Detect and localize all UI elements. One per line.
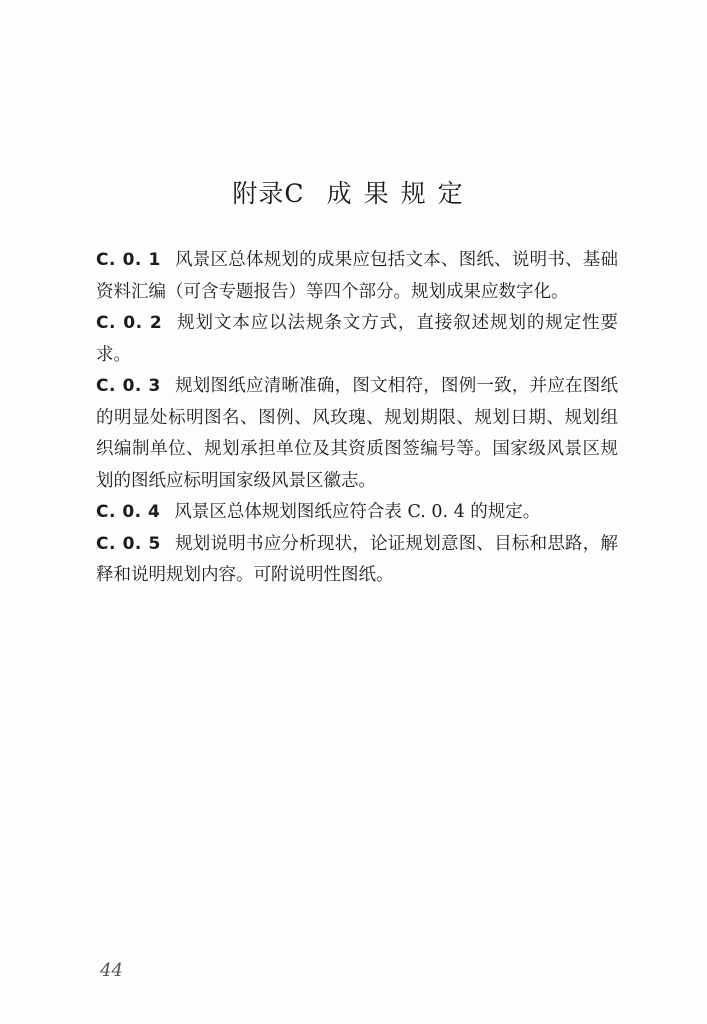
clause-number: C. 0. 4 bbox=[96, 502, 161, 522]
clause-number: C. 0. 5 bbox=[96, 533, 161, 554]
clause-text: 规划说明书应分析现状，论证规划意图、目标和思路，解释和说明规划内容。可附说明性图纸。 bbox=[96, 533, 618, 585]
appendix-label: 附录C bbox=[232, 179, 305, 208]
page-number: 44 bbox=[100, 960, 123, 981]
clause-text: 规划图纸应清晰准确，图文相符，图例一致，并应在图纸的明显处标明图名、图例、风玫瑰、规划期限、规划日期、规划组织编制单位、规划承担单位及其资质图签编号等。国家级风景区规划的图纸应标明国家级风景区徽志。 bbox=[96, 376, 618, 491]
clause-c-0-4 bbox=[96, 497, 618, 529]
clause-c-0-3 bbox=[96, 371, 618, 497]
clause-list bbox=[96, 245, 618, 592]
clause-number: C. 0. 1 bbox=[96, 250, 161, 270]
clause-text: 风景区总体规划的成果应包括文本、图纸、说明书、基础资料汇编（可含专题报告）等四个部分。规划成果应数字化。 bbox=[96, 250, 618, 302]
clause-number: C. 0. 2 bbox=[96, 313, 163, 333]
clause-c-0-2 bbox=[96, 308, 618, 371]
clause-c-0-5 bbox=[96, 529, 618, 592]
clause-text: 风景区总体规划图纸应符合表 C. 0. 4 的规定。 bbox=[174, 502, 541, 522]
appendix-title bbox=[0, 174, 707, 210]
clause-number: C. 0. 3 bbox=[96, 376, 161, 396]
appendix-heading: 成果规定 bbox=[326, 179, 475, 208]
clause-c-0-1 bbox=[96, 245, 618, 308]
clause-text: 规划文本应以法规条文方式，直接叙述规划的规定性要求。 bbox=[96, 313, 618, 365]
